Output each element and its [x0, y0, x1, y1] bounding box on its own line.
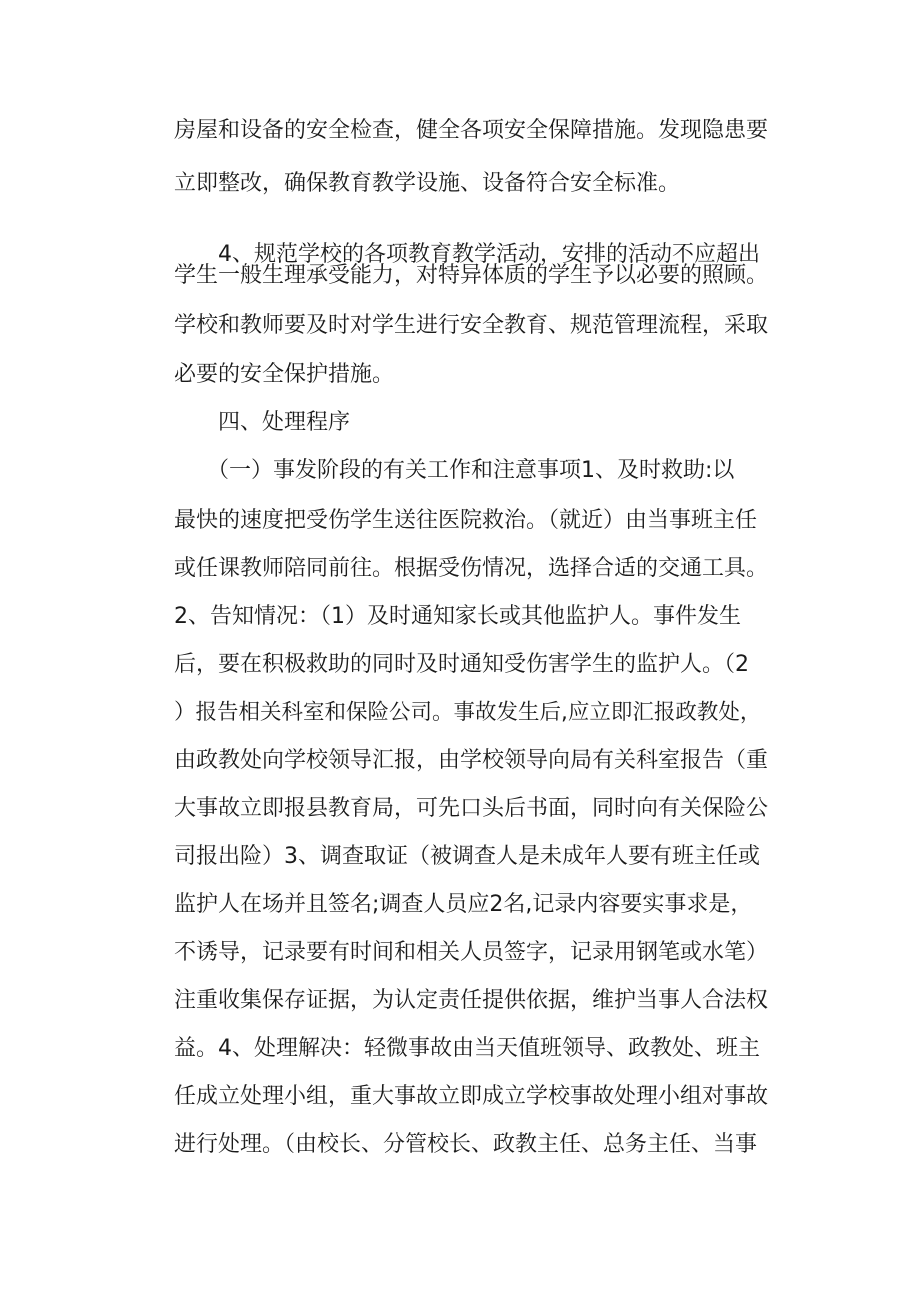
- text-line: 司报出险）3、调查取证（被调查人是未成年人要有班主任或: [174, 844, 760, 869]
- text-line: 进行处理。（由校长、分管校长、政教主任、总务主任、当事: [174, 1132, 758, 1157]
- section-heading: 四、处理程序: [174, 410, 351, 435]
- text-line: 监护人在场并且签名;调查人员应2名,记录内容要实事求是，: [174, 892, 753, 917]
- text-line: 房屋和设备的安全检查，健全各项安全保障措施。发现隐患要: [174, 118, 769, 143]
- text-line: 不诱导，记录要有时间和相关人员签字，记录用钢笔或水笔）: [174, 940, 769, 965]
- text-line: 学生一般生理承受能力，对特异体质的学生予以必要的照顾。: [174, 263, 769, 288]
- text-line: 后，要在积极救助的同时及时通知受伤害学生的监护人。（2: [174, 652, 749, 677]
- text-line: 任成立处理小组，重大事故立即成立学校事故处理小组对事故: [174, 1084, 769, 1109]
- text-line: 立即整改，确保教育教学设施、设备符合安全标准。: [174, 171, 681, 196]
- text-line: （一）事发阶段的有关工作和注意事项1、及时救助:以: [174, 458, 735, 483]
- text-line: 注重收集保存证据，为认定责任提供依据，维护当事人合法权: [174, 988, 769, 1013]
- text-line: 大事故立即报县教育局，可先口头后书面，同时向有关保险公: [174, 796, 769, 821]
- text-line: 最快的速度把受伤学生送往医院救治。（就近）由当事班主任: [174, 508, 758, 533]
- text-line: 益。4、处理解决：轻微事故由当天值班领导、政教处、班主: [174, 1036, 760, 1061]
- text-line: 或任课教师陪同前往。根据受伤情况，选择合适的交通工具。: [174, 556, 769, 581]
- text-line: 4、规范学校的各项教育教学活动，安排的活动不应超出: [174, 242, 760, 267]
- text-line: 2、告知情况：（1）及时通知家长或其他监护人。事件发生: [174, 604, 741, 629]
- text-line: 由政教处向学校领导汇报，由学校领导向局有关科室报告（重: [174, 748, 769, 773]
- text-line: 学校和教师要及时对学生进行安全教育、规范管理流程，采取: [174, 313, 769, 338]
- text-line: ）报告相关科室和保险公司。事故发生后,应立即汇报政教处，: [174, 700, 762, 725]
- text-line: 必要的安全保护措施。: [174, 362, 395, 387]
